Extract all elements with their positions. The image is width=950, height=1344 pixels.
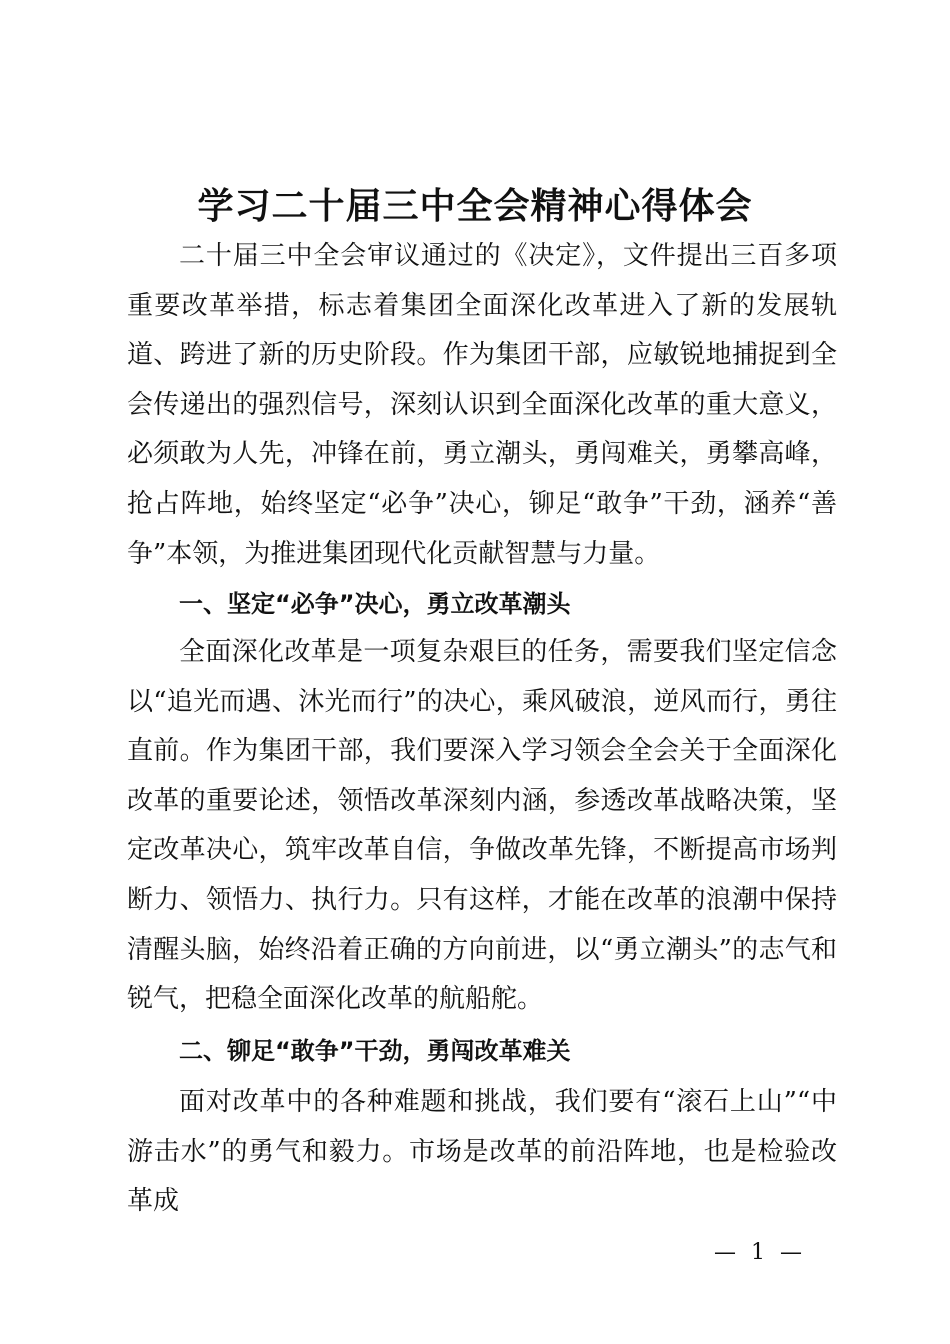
section-heading-2: 二、铆足“敢争”干劲，勇闯改革难关	[179, 1037, 571, 1065]
page-number: — 1 —	[714, 1240, 806, 1265]
section-heading-1: 一、坚定“必争”决心，勇立改革潮头	[179, 590, 571, 618]
document-title: 学习二十届三中全会精神心得体会	[197, 186, 753, 227]
section-2-paragraph: 面对改革中的各种难题和挑战，我们要有“滚石上山”“中游击水”的勇气和毅力。市场是改革的前沿阵地，也是检验改革成	[127, 1087, 837, 1217]
section-1-paragraph: 全面深化改革是一项复杂艰巨的任务，需要我们坚定信念以“追光而遇、沐光而行”的决心，乘风破浪，逆风而行，勇往直前。作为集团干部，我们要深入学习领会全会关于全面深化改革的重要论述，领悟改革深刻内涵，参透改革战略决策，坚定改革决心，筑牢改革自信，争做改革先锋，不断提高市场判断力、领悟力、执行力。只有这样，才能在改革的浪潮中保持清醒头脑，始终沿着正确的方向前进，以“勇立潮头”的志气和锐气，把稳全面深化改革的航船舵。	[127, 637, 837, 1015]
intro-paragraph: 二十届三中全会审议通过的《决定》，文件提出三百多项重要改革举措，标志着集团全面深化改革进入了新的发展轨道、跨进了新的历史阶段。作为集团干部，应敏锐地捕捉到全会传递出的强烈信号，深刻认识到全面深化改革的重大意义，必须敢为人先，冲锋在前，勇立潮头，勇闯难关，勇攀高峰，抢占阵地，始终坚定“必争”决心，铆足“敢争”干劲，涵养“善争”本领，为推进集团现代化贡献智慧与力量。	[127, 241, 837, 569]
